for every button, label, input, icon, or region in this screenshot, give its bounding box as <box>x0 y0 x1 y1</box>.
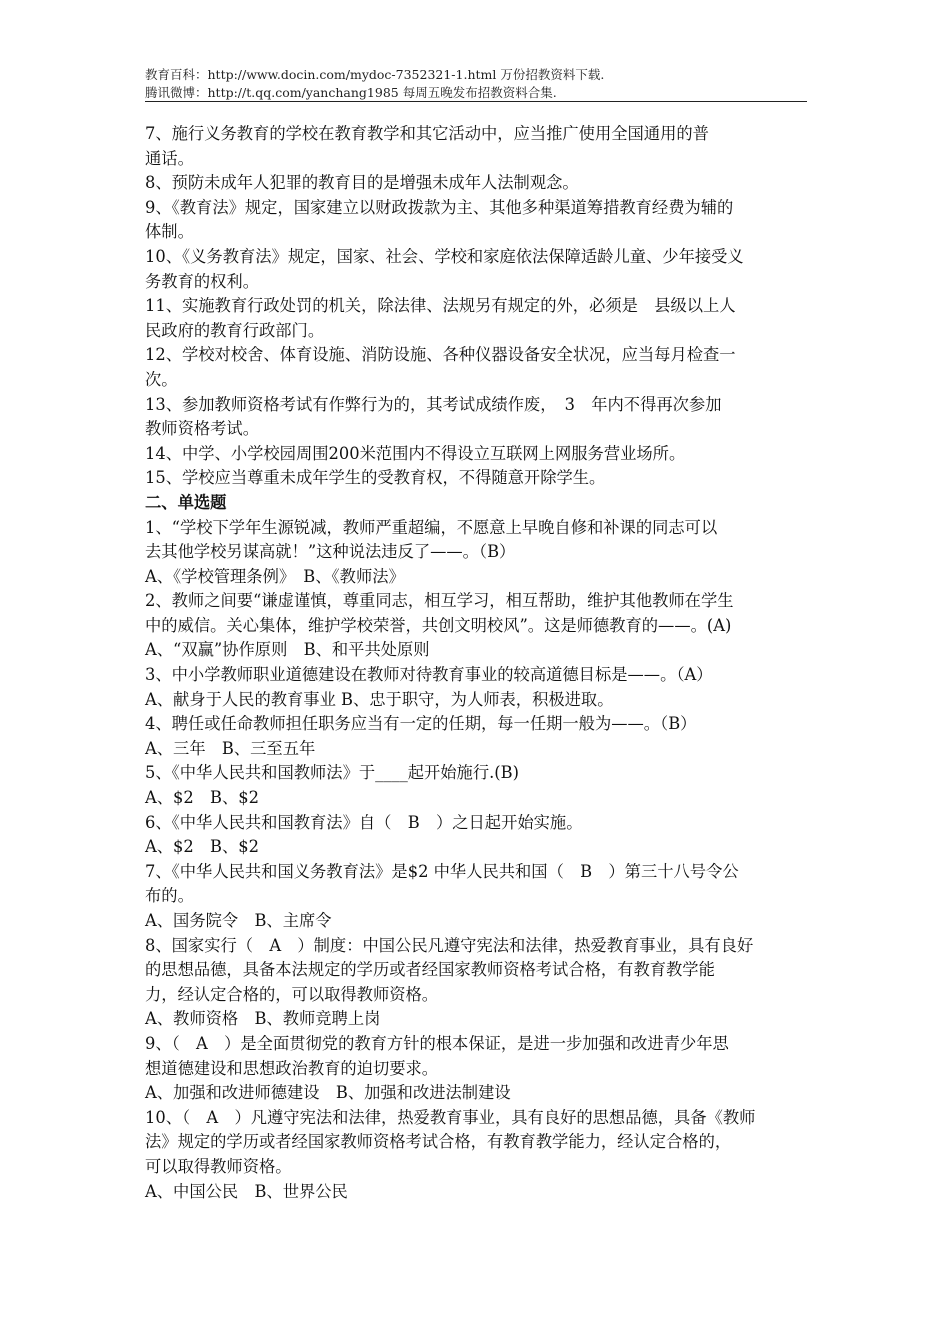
header-divider <box>145 101 807 102</box>
document-body <box>145 122 807 1204</box>
text-line: A、三年 B、三至五年 <box>145 738 316 758</box>
text-line: 14、中学、小学校园周围200米范围内不得设立互联网上网服务营业场所。 <box>145 443 686 463</box>
text-line: 教师资格考试。 <box>145 419 259 439</box>
text-line: A、教师资格 B、教师竞聘上岗 <box>145 1009 381 1029</box>
text-line: 11、实施教育行政处罚的机关，除法律、法规另有规定的外，必须是 县级以上人 <box>145 296 736 316</box>
text-line: 4、聘任或任命教师担任职务应当有一定的任期，每一任期一般为——。（B） <box>145 714 697 734</box>
header-line-docin: 教育百科：http://www.docin.com/mydoc-7352321-1.html 万份招教资料下载. <box>145 67 605 82</box>
header-line-weibo: 腾讯微博：http://t.qq.com/yanchang1985 每周五晚发布招教资料合集. <box>145 85 557 100</box>
text-line: 7、《中华人民共和国义务教育法》是$2 中华人民共和国（ B ）第三十八号令公 <box>145 861 739 881</box>
text-line: 的思想品德，具备本法规定的学历或者经国家教师资格考试合格，有教育教学能 <box>145 960 715 980</box>
text-line: 法》规定的学历或者经国家教师资格考试合格，有教育教学能力，经认定合格的， <box>145 1132 732 1152</box>
text-line: 中的威信。关心集体，维护学校荣誉，共创文明校风”。这是师德教育的——。(A) <box>145 615 732 635</box>
text-line: 7、施行义务教育的学校在教育教学和其它活动中，应当推广使用全国通用的普 <box>145 124 709 143</box>
text-line: 13、参加教师资格考试有作弊行为的，其考试成绩作废， 3 年内不得再次参加 <box>145 394 722 414</box>
page-header <box>145 66 805 102</box>
text-line: 可以取得教师资格。 <box>145 1156 292 1176</box>
text-line: A、$2 B、$2 <box>145 788 260 808</box>
text-line: A、“双赢”协作原则 B、和平共处原则 <box>145 640 430 660</box>
text-line: 8、国家实行（ A ）制度：中国公民凡遵守宪法和法律，热爱教育事业，具有良好 <box>145 935 754 955</box>
text-line: A、中国公民 B、世界公民 <box>145 1181 348 1201</box>
text-line: 2、教师之间要“谦虚谨慎，尊重同志，相互学习，相互帮助，维护其他教师在学生 <box>145 591 734 611</box>
text-line: 3、中小学教师职业道德建设在教师对待教育事业的较高道德目标是——。（A） <box>145 665 713 685</box>
text-line: A、加强和改进师德建设 B、加强和改进法制建设 <box>145 1083 511 1103</box>
section-heading: 二、单选题 <box>145 492 227 512</box>
text-line: A、献身于人民的教育事业 B、忠于职守，为人师表，积极进取。 <box>145 689 614 709</box>
text-line: 10、（ A ）凡遵守宪法和法律，热爱教育事业，具有良好的思想品德，具备《教师 <box>145 1107 756 1127</box>
text-line: 布的。 <box>145 886 194 906</box>
text-line: 力，经认定合格的，可以取得教师资格。 <box>145 984 439 1004</box>
text-line: 次。 <box>145 369 178 389</box>
text-line: 民政府的教育行政部门。 <box>145 320 325 340</box>
text-line: A、国务院令 B、主席令 <box>145 911 332 930</box>
text-line: A、$2 B、$2 <box>145 837 260 857</box>
text-line: 9、《教育法》规定，国家建立以财政拨款为主、其他多种渠道筹措教育经费为辅的 <box>145 197 734 217</box>
text-line: 想道德建设和思想政治教育的迫切要求。 <box>145 1058 439 1078</box>
text-line: 务教育的权利。 <box>145 271 259 291</box>
text-line: 8、预防未成年人犯罪的教育目的是增强未成年人法制观念。 <box>145 173 579 193</box>
text-line: 10、《义务教育法》规定，国家、社会、学校和家庭依法保障适龄儿童、少年接受义 <box>145 246 744 266</box>
text-line: 1、“学校下学年生源锐减，教师严重超编，不愿意上早晚自修和补课的同志可以 <box>145 517 718 537</box>
text-line: 去其他学校另谋高就！”这种说法违反了——。（B） <box>145 542 516 562</box>
text-line: 体制。 <box>145 222 194 242</box>
text-line: 12、学校对校舍、体育设施、消防设施、各种仪器设备安全状况，应当每月检查一 <box>145 345 736 365</box>
text-line: A、《学校管理条例》 B、《教师法》 <box>145 566 405 586</box>
text-line: 9、（ A ）是全面贯彻党的教育方针的根本保证，是进一步加强和改进青少年思 <box>145 1033 729 1053</box>
text-line: 通话。 <box>145 148 194 168</box>
text-line: 15、学校应当尊重未成年学生的受教育权，不得随意开除学生。 <box>145 468 606 488</box>
text-line: 5、《中华人民共和国教师法》于____起开始施行.(B) <box>145 763 519 783</box>
text-line: 6、《中华人民共和国教育法》自（ B ）之日起开始实施。 <box>145 812 583 832</box>
